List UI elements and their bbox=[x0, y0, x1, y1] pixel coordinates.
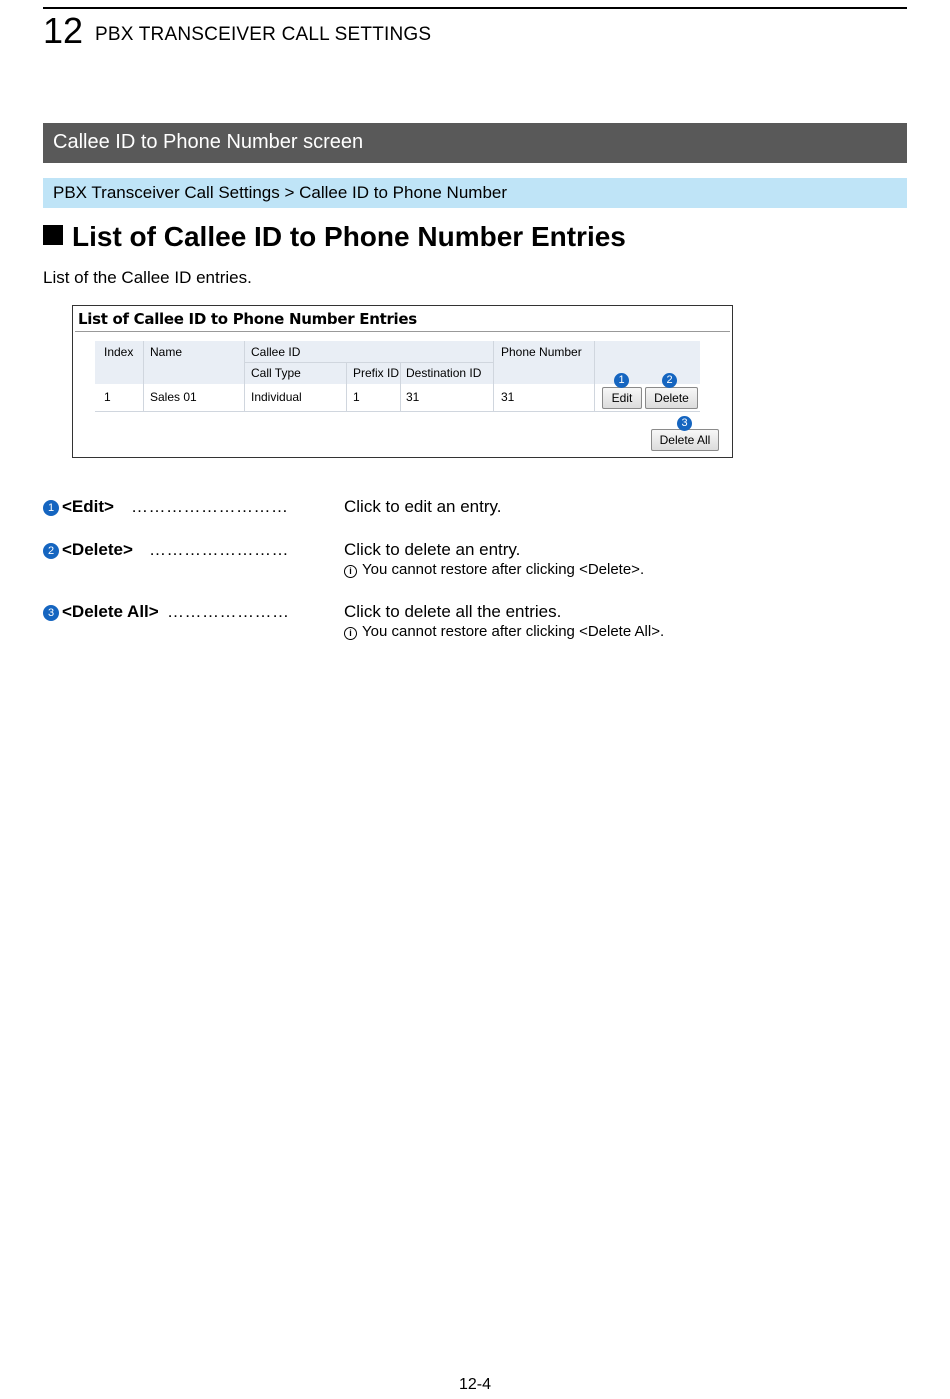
grid-line bbox=[400, 362, 401, 411]
col-header-callee-id: Callee ID bbox=[251, 345, 301, 359]
page-heading-text: List of Callee ID to Phone Number Entries bbox=[72, 221, 626, 252]
callout-number: 1 bbox=[43, 500, 59, 516]
grid-line bbox=[493, 341, 494, 411]
header-rule bbox=[43, 7, 907, 9]
entries-screenshot bbox=[72, 305, 733, 458]
note-text: You cannot restore after clicking <Delete>. bbox=[362, 561, 645, 578]
chapter-number: 12 bbox=[43, 10, 84, 51]
delete-all-button[interactable]: Delete All bbox=[651, 429, 719, 451]
col-header-name: Name bbox=[150, 345, 183, 359]
chapter-title: PBX TRANSCEIVER CALL SETTINGS bbox=[95, 24, 432, 45]
info-icon: i bbox=[344, 565, 357, 578]
leader-dots: ……………………… bbox=[131, 497, 289, 516]
screenshot-title: List of Callee ID to Phone Number Entries bbox=[78, 310, 417, 328]
col-header-phone-number: Phone Number bbox=[501, 345, 582, 359]
grid-line bbox=[594, 341, 595, 411]
square-bullet-icon bbox=[43, 225, 63, 245]
grid-line bbox=[244, 341, 245, 411]
desc-delete-all-label bbox=[43, 602, 159, 622]
cell-destination-id: 31 bbox=[406, 390, 420, 404]
col-header-call-type: Call Type bbox=[251, 366, 301, 380]
desc-edit-label bbox=[43, 497, 114, 517]
entries-table bbox=[73, 306, 732, 457]
desc-delete-text: Click to delete an entry. bbox=[344, 540, 521, 559]
page-heading bbox=[43, 221, 626, 253]
info-icon: i bbox=[344, 627, 357, 640]
desc-delete-all-text: Click to delete all the entries. bbox=[344, 602, 562, 621]
leader-dots: ………………… bbox=[167, 602, 290, 621]
section-bar-title: Callee ID to Phone Number screen bbox=[53, 131, 364, 153]
note-text: You cannot restore after clicking <Delete All>. bbox=[362, 623, 665, 640]
col-header-prefix-id: Prefix ID bbox=[353, 366, 400, 380]
desc-edit-text: Click to edit an entry. bbox=[344, 497, 502, 516]
cell-index: 1 bbox=[104, 390, 111, 404]
grid-line bbox=[346, 362, 347, 411]
desc-delete-all-note bbox=[344, 623, 664, 640]
cell-call-type: Individual bbox=[251, 390, 302, 404]
grid-line bbox=[244, 362, 493, 363]
intro-text: List of the Callee ID entries. bbox=[43, 268, 252, 287]
col-header-index: Index bbox=[104, 345, 134, 359]
callout-number: 2 bbox=[43, 543, 59, 559]
breadcrumb bbox=[43, 178, 907, 208]
section-bar bbox=[43, 123, 907, 163]
page-number: 12-4 bbox=[458, 1376, 492, 1393]
item-label: <Delete> bbox=[62, 540, 133, 559]
leader-dots: …………………… bbox=[149, 540, 289, 559]
grid-line bbox=[143, 341, 144, 411]
desc-delete-label bbox=[43, 540, 133, 560]
cell-name: Sales 01 bbox=[150, 390, 197, 404]
callout-badge-3: 3 bbox=[677, 416, 692, 431]
cell-phone-number: 31 bbox=[501, 390, 515, 404]
callout-badge-1: 1 bbox=[614, 373, 629, 388]
breadcrumb-text: PBX Transceiver Call Settings > Callee ID to Phone Number bbox=[53, 183, 508, 202]
delete-button[interactable]: Delete bbox=[645, 387, 698, 409]
edit-button[interactable]: Edit bbox=[602, 387, 642, 409]
callout-badge-2: 2 bbox=[662, 373, 677, 388]
col-header-destination-id: Destination ID bbox=[406, 366, 482, 380]
desc-delete-note bbox=[344, 561, 644, 578]
cell-prefix-id: 1 bbox=[353, 390, 360, 404]
callout-number: 3 bbox=[43, 605, 59, 621]
item-label: <Delete All> bbox=[62, 602, 159, 621]
item-label: <Edit> bbox=[62, 497, 114, 516]
